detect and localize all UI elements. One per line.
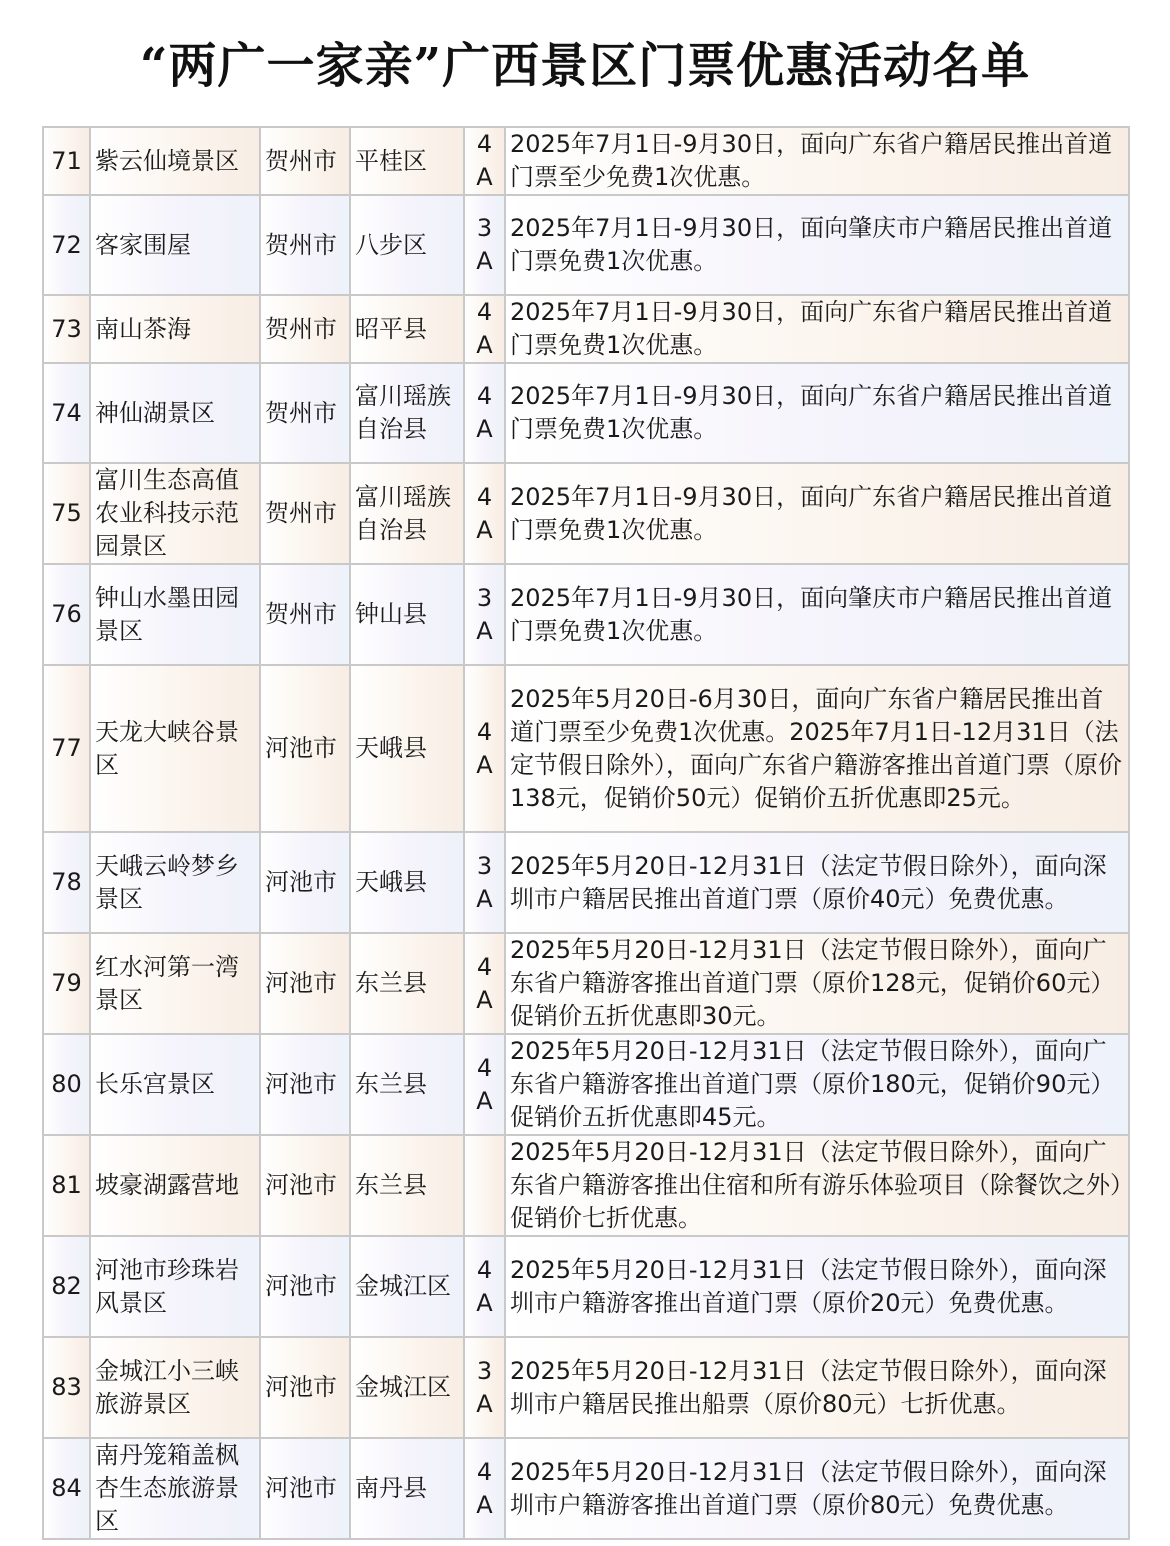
county-cell: 富川瑶族自治县 bbox=[350, 363, 464, 463]
scenic-spot-name: 金城江小三峡旅游景区 bbox=[90, 1337, 260, 1438]
city-cell: 河池市 bbox=[260, 1337, 350, 1438]
county-cell: 钟山县 bbox=[350, 564, 464, 665]
table-row bbox=[43, 463, 1129, 564]
grade-cell: 4A bbox=[464, 295, 505, 363]
offer-description: 2025年5月20日-12月31日（法定节假日除外），面向深圳市户籍游客推出首道门票（原价80元）免费优惠。 bbox=[505, 1438, 1129, 1539]
grade-cell: 3A bbox=[464, 564, 505, 665]
county-cell: 天峨县 bbox=[350, 832, 464, 933]
row-number: 82 bbox=[43, 1236, 90, 1337]
offer-description: 2025年5月20日-12月31日（法定节假日除外），面向广东省户籍游客推出住宿和所有游乐体验项目（除餐饮之外）促销价七折优惠。 bbox=[505, 1135, 1129, 1236]
offer-description: 2025年5月20日-12月31日（法定节假日除外），面向深圳市户籍居民推出首道门票（原价40元）免费优惠。 bbox=[505, 832, 1129, 933]
page-title: “两广一家亲”广西景区门票优惠活动名单 bbox=[139, 38, 1031, 94]
offer-description: 2025年5月20日-12月31日（法定节假日除外），面向广东省户籍游客推出首道门票（原价180元，促销价90元）促销价五折优惠即45元。 bbox=[505, 1034, 1129, 1135]
county-cell: 东兰县 bbox=[350, 1034, 464, 1135]
city-cell: 河池市 bbox=[260, 665, 350, 832]
row-number: 72 bbox=[43, 195, 90, 295]
county-cell: 金城江区 bbox=[350, 1337, 464, 1438]
row-number: 78 bbox=[43, 832, 90, 933]
city-cell: 贺州市 bbox=[260, 463, 350, 564]
scenic-spot-name: 河池市珍珠岩风景区 bbox=[90, 1236, 260, 1337]
scenic-spot-name: 神仙湖景区 bbox=[90, 363, 260, 463]
county-cell: 东兰县 bbox=[350, 933, 464, 1034]
grade-cell: 4A bbox=[464, 933, 505, 1034]
grade-cell: 4A bbox=[464, 463, 505, 564]
grade-cell: 4A bbox=[464, 127, 505, 195]
row-number: 79 bbox=[43, 933, 90, 1034]
county-cell: 平桂区 bbox=[350, 127, 464, 195]
scenic-spot-name: 紫云仙境景区 bbox=[90, 127, 260, 195]
county-cell: 昭平县 bbox=[350, 295, 464, 363]
city-cell: 河池市 bbox=[260, 1236, 350, 1337]
grade-cell bbox=[464, 1135, 505, 1236]
grade-cell: 4A bbox=[464, 1034, 505, 1135]
table-row bbox=[43, 665, 1129, 832]
offer-description: 2025年5月20日-12月31日（法定节假日除外），面向广东省户籍游客推出首道门票（原价128元，促销价60元）促销价五折优惠即30元。 bbox=[505, 933, 1129, 1034]
grade-cell: 3A bbox=[464, 195, 505, 295]
grade-cell: 4A bbox=[464, 1236, 505, 1337]
city-cell: 河池市 bbox=[260, 1034, 350, 1135]
county-cell: 南丹县 bbox=[350, 1438, 464, 1539]
row-number: 75 bbox=[43, 463, 90, 564]
scenic-spot-name: 富川生态高值农业科技示范园景区 bbox=[90, 463, 260, 564]
table-row bbox=[43, 933, 1129, 1034]
city-cell: 河池市 bbox=[260, 1135, 350, 1236]
scenic-spot-name: 南丹笼箱盖枫杏生态旅游景区 bbox=[90, 1438, 260, 1539]
county-cell: 八步区 bbox=[350, 195, 464, 295]
table-row bbox=[43, 127, 1129, 195]
table-row bbox=[43, 1236, 1129, 1337]
row-number: 80 bbox=[43, 1034, 90, 1135]
row-number: 84 bbox=[43, 1438, 90, 1539]
city-cell: 贺州市 bbox=[260, 564, 350, 665]
row-number: 74 bbox=[43, 363, 90, 463]
offer-description: 2025年5月20日-12月31日（法定节假日除外），面向深圳市户籍游客推出首道门票（原价20元）免费优惠。 bbox=[505, 1236, 1129, 1337]
table-row bbox=[43, 1337, 1129, 1438]
offer-description: 2025年5月20日-6月30日，面向广东省户籍居民推出首道门票至少免费1次优惠。2025年7月1日-12月31日（法定节假日除外），面向广东省户籍游客推出首道门票（原价138元，促销价50元）促销价五折优惠即25元。 bbox=[505, 665, 1129, 832]
table-row bbox=[43, 1135, 1129, 1236]
grade-cell: 4A bbox=[464, 363, 505, 463]
scenic-spot-name: 天峨云岭梦乡景区 bbox=[90, 832, 260, 933]
offer-description: 2025年7月1日-9月30日，面向广东省户籍居民推出首道门票免费1次优惠。 bbox=[505, 295, 1129, 363]
city-cell: 河池市 bbox=[260, 933, 350, 1034]
scenic-spot-table bbox=[42, 126, 1130, 1540]
county-cell: 金城江区 bbox=[350, 1236, 464, 1337]
scenic-spot-name: 长乐宫景区 bbox=[90, 1034, 260, 1135]
offer-description: 2025年7月1日-9月30日，面向广东省户籍居民推出首道门票免费1次优惠。 bbox=[505, 463, 1129, 564]
offer-description: 2025年7月1日-9月30日，面向广东省户籍居民推出首道门票至少免费1次优惠。 bbox=[505, 127, 1129, 195]
city-cell: 河池市 bbox=[260, 832, 350, 933]
offer-description: 2025年7月1日-9月30日，面向肇庆市户籍居民推出首道门票免费1次优惠。 bbox=[505, 195, 1129, 295]
city-cell: 河池市 bbox=[260, 1438, 350, 1539]
scenic-spot-name: 坡豪湖露营地 bbox=[90, 1135, 260, 1236]
offer-description: 2025年7月1日-9月30日，面向广东省户籍居民推出首道门票免费1次优惠。 bbox=[505, 363, 1129, 463]
row-number: 77 bbox=[43, 665, 90, 832]
grade-cell: 3A bbox=[464, 1337, 505, 1438]
table-row bbox=[43, 295, 1129, 363]
row-number: 71 bbox=[43, 127, 90, 195]
county-cell: 天峨县 bbox=[350, 665, 464, 832]
scenic-spot-name: 客家围屋 bbox=[90, 195, 260, 295]
city-cell: 贺州市 bbox=[260, 195, 350, 295]
table-row bbox=[43, 564, 1129, 665]
row-number: 76 bbox=[43, 564, 90, 665]
city-cell: 贺州市 bbox=[260, 363, 350, 463]
grade-cell: 4A bbox=[464, 665, 505, 832]
county-cell: 富川瑶族自治县 bbox=[350, 463, 464, 564]
city-cell: 贺州市 bbox=[260, 127, 350, 195]
row-number: 83 bbox=[43, 1337, 90, 1438]
table-row bbox=[43, 1034, 1129, 1135]
table-row bbox=[43, 1438, 1129, 1539]
row-number: 81 bbox=[43, 1135, 90, 1236]
scenic-spot-name: 红水河第一湾景区 bbox=[90, 933, 260, 1034]
scenic-spot-name: 钟山水墨田园景区 bbox=[90, 564, 260, 665]
offer-description: 2025年7月1日-9月30日，面向肇庆市户籍居民推出首道门票免费1次优惠。 bbox=[505, 564, 1129, 665]
table-row bbox=[43, 363, 1129, 463]
scenic-spot-name: 天龙大峡谷景区 bbox=[90, 665, 260, 832]
grade-cell: 3A bbox=[464, 832, 505, 933]
city-cell: 贺州市 bbox=[260, 295, 350, 363]
row-number: 73 bbox=[43, 295, 90, 363]
grade-cell: 4A bbox=[464, 1438, 505, 1539]
county-cell: 东兰县 bbox=[350, 1135, 464, 1236]
table-row bbox=[43, 832, 1129, 933]
offer-description: 2025年5月20日-12月31日（法定节假日除外），面向深圳市户籍居民推出船票（原价80元）七折优惠。 bbox=[505, 1337, 1129, 1438]
scenic-spot-name: 南山茶海 bbox=[90, 295, 260, 363]
table-row bbox=[43, 195, 1129, 295]
